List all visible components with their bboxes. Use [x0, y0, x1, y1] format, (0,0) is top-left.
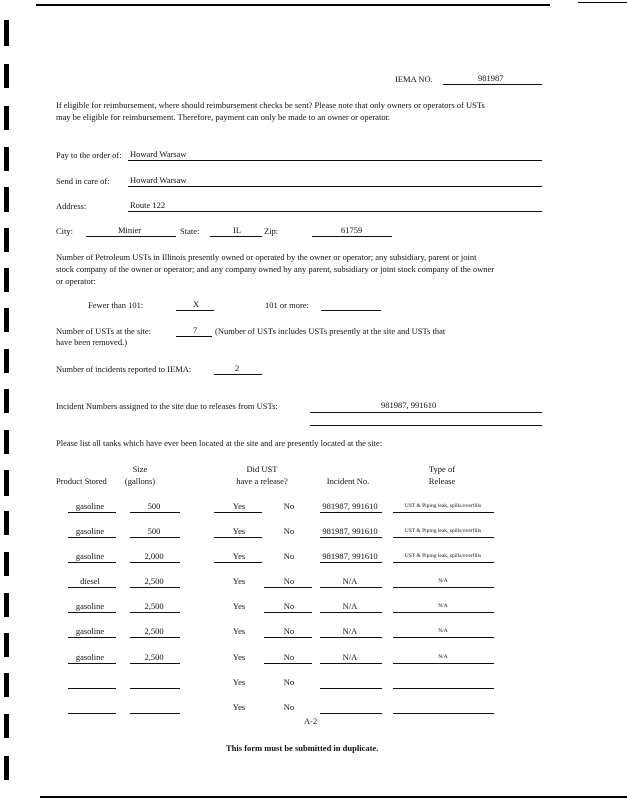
- release-no-underline: [264, 587, 312, 588]
- release-yes[interactable]: Yes: [232, 576, 246, 586]
- incident-no-cell-underline: [320, 688, 382, 689]
- release-yes[interactable]: Yes: [232, 526, 246, 536]
- iema-no-value: 981987: [478, 73, 504, 83]
- header-did-ust: Did UST: [246, 464, 278, 474]
- size-cell-underline: [130, 663, 180, 664]
- top-edge-line: [36, 4, 550, 6]
- product-cell-underline: [68, 612, 116, 613]
- size-cell-underline: [130, 688, 180, 689]
- reimbursement-intro: If eligible for reimbursement, where should reimbursement checks be sent? Please note that only owners or operators of USTs may be eligible for reimbursement. Therefore, payment can only be made to an owner or operator.: [56, 100, 485, 122]
- binding-mark: [4, 64, 9, 88]
- release-no[interactable]: No: [283, 526, 295, 536]
- size-cell-underline: [130, 537, 180, 538]
- header-have-release: have a release?: [236, 476, 288, 486]
- zip-value[interactable]: 61759: [341, 225, 363, 235]
- release-yes-underline: [214, 512, 262, 513]
- product-cell[interactable]: gasoline: [75, 551, 105, 561]
- incident-no-cell-underline: [320, 537, 382, 538]
- pay-to-underline: [128, 160, 542, 161]
- address-label: Address:: [56, 201, 87, 211]
- size-cell[interactable]: 2,500: [144, 626, 164, 636]
- size-cell-underline: [130, 637, 180, 638]
- product-cell-underline: [68, 713, 116, 714]
- product-cell-underline: [68, 587, 116, 588]
- state-underline: [210, 236, 262, 237]
- size-cell[interactable]: 500: [147, 501, 161, 511]
- release-type-cell[interactable]: N/A: [438, 603, 448, 609]
- binding-mark: [4, 106, 9, 130]
- header-size: Size: [132, 464, 148, 474]
- release-type-cell-underline: [393, 637, 494, 638]
- product-cell[interactable]: gasoline: [75, 601, 105, 611]
- binding-mark: [4, 228, 9, 252]
- release-no[interactable]: No: [283, 501, 295, 511]
- 101-or-more-underline: [321, 310, 381, 311]
- release-type-cell-underline: [393, 537, 494, 538]
- binding-mark: [4, 714, 9, 738]
- release-type-cell-underline: [393, 512, 494, 513]
- release-type-cell-underline: [393, 612, 494, 613]
- size-cell[interactable]: 2,500: [144, 652, 164, 662]
- incident-no-cell[interactable]: N/A: [342, 601, 358, 611]
- release-type-cell[interactable]: N/A: [438, 654, 448, 660]
- incident-no-cell[interactable]: N/A: [342, 652, 358, 662]
- binding-mark: [4, 593, 9, 617]
- top-right-edge-line: [578, 2, 627, 3]
- binding-mark: [4, 389, 9, 413]
- release-type-cell[interactable]: N/A: [438, 578, 448, 584]
- incident-numbers-value[interactable]: 981987, 991610: [381, 400, 437, 410]
- incident-numbers-label: Incident Numbers assigned to the site due to releases from USTs:: [56, 401, 278, 411]
- release-yes-underline: [214, 562, 262, 563]
- size-cell-underline: [130, 612, 180, 613]
- release-yes[interactable]: Yes: [232, 652, 246, 662]
- product-cell-underline: [68, 637, 116, 638]
- care-of-label: Send in care of:: [56, 176, 110, 186]
- binding-mark: [4, 349, 9, 373]
- release-no-underline: [264, 637, 312, 638]
- product-cell-underline: [68, 663, 116, 664]
- release-type-cell[interactable]: UST & Piping leak, spills/overfills: [404, 553, 482, 559]
- binding-mark: [4, 20, 9, 46]
- pay-to-value[interactable]: Howard Warsaw: [130, 149, 187, 159]
- release-no[interactable]: No: [283, 551, 295, 561]
- incident-no-cell-underline: [320, 713, 382, 714]
- release-type-cell[interactable]: N/A: [438, 628, 448, 634]
- incident-no-cell[interactable]: N/A: [342, 626, 358, 636]
- size-cell-underline: [130, 587, 180, 588]
- incidents-reported-value[interactable]: 2: [235, 363, 240, 373]
- binding-mark: [4, 430, 9, 454]
- release-no-underline: [264, 612, 312, 613]
- product-cell[interactable]: gasoline: [75, 526, 105, 536]
- incident-no-cell[interactable]: 981987, 991610: [322, 501, 378, 511]
- state-value[interactable]: IL: [233, 225, 242, 235]
- state-label: State:: [180, 226, 200, 236]
- size-cell[interactable]: 2,500: [144, 601, 164, 611]
- city-value[interactable]: Minier: [118, 225, 142, 235]
- incident-no-cell-underline: [320, 587, 382, 588]
- release-type-cell-underline: [393, 688, 494, 689]
- release-no-underline: [264, 663, 312, 664]
- binding-mark: [4, 511, 9, 535]
- zip-label: Zip:: [264, 226, 279, 236]
- iema-no-label: IEMA NO.: [395, 74, 433, 84]
- incident-no-cell[interactable]: 981987, 991610: [322, 526, 378, 536]
- release-yes[interactable]: Yes: [232, 677, 246, 687]
- binding-mark: [4, 633, 9, 657]
- release-type-cell-underline: [393, 713, 494, 714]
- release-type-cell[interactable]: UST & Piping leak, spills/overfills: [404, 503, 482, 509]
- binding-mark: [4, 552, 9, 576]
- usts-at-site-note-continued: have been removed.): [56, 337, 128, 347]
- binding-mark: [4, 308, 9, 332]
- header-gallons: (gallons): [124, 476, 156, 486]
- binding-mark: [4, 673, 9, 697]
- product-cell-underline: [68, 537, 116, 538]
- product-cell[interactable]: gasoline: [75, 652, 105, 662]
- pay-to-label: Pay to the order of:: [56, 150, 122, 160]
- release-no[interactable]: No: [283, 626, 295, 636]
- size-cell[interactable]: 2,000: [144, 551, 164, 561]
- binding-mark: [4, 268, 9, 292]
- care-of-underline: [128, 186, 542, 187]
- incident-no-cell-underline: [320, 637, 382, 638]
- size-cell-underline: [130, 512, 180, 513]
- binding-mark: [4, 756, 9, 780]
- tanks-intro: Please list all tanks which have ever been located at the site and are presently located at the site:: [56, 438, 383, 448]
- release-no[interactable]: No: [283, 652, 295, 662]
- header-product-stored: Product Stored: [56, 476, 107, 486]
- size-cell-underline: [130, 713, 180, 714]
- size-cell-underline: [130, 562, 180, 563]
- incident-no-cell-underline: [320, 512, 382, 513]
- header-incident-no: Incident No.: [326, 476, 370, 486]
- binding-mark: [4, 470, 9, 496]
- release-no[interactable]: No: [283, 601, 295, 611]
- incidents-reported-label: Number of incidents reported to IEMA:: [56, 364, 192, 374]
- address-value[interactable]: Route 122: [130, 200, 166, 210]
- release-type-cell-underline: [393, 587, 494, 588]
- release-type-cell-underline: [393, 562, 494, 563]
- product-cell[interactable]: diesel: [80, 576, 100, 586]
- incident-no-cell-underline: [320, 663, 382, 664]
- binding-mark: [4, 147, 9, 171]
- product-cell[interactable]: gasoline: [75, 501, 105, 511]
- product-cell[interactable]: gasoline: [75, 626, 105, 636]
- release-no[interactable]: No: [283, 576, 295, 586]
- header-release: Release: [428, 476, 456, 486]
- city-label: City:: [56, 226, 74, 236]
- release-yes-underline: [214, 537, 262, 538]
- fewer-than-101-underline: [176, 310, 214, 311]
- release-type-cell-underline: [393, 663, 494, 664]
- address-underline: [128, 211, 542, 212]
- incident-no-cell[interactable]: 981987, 991610: [322, 551, 378, 561]
- size-cell[interactable]: 500: [147, 526, 161, 536]
- city-underline: [86, 236, 176, 237]
- ust-count-question: Number of Petroleum USTs in Illinois presently owned or operated by the owner or operator; any subsidiary, parent or joint stock company of the owner or operator; and any company owned by any parent, subsidiary or joint stock company of the owner or operator:: [56, 252, 495, 286]
- incident-numbers-second-line: [310, 425, 542, 426]
- 101-or-more-label: 101 or more:: [265, 300, 309, 310]
- incident-no-cell-underline: [320, 612, 382, 613]
- fewer-than-101-label: Fewer than 101:: [88, 300, 144, 310]
- iema-no-underline: [443, 84, 542, 85]
- incident-no-cell-underline: [320, 562, 382, 563]
- binding-mark: [4, 187, 9, 212]
- duplicate-note: This form must be submitted in duplicate.: [226, 743, 379, 753]
- product-cell-underline: [68, 512, 116, 513]
- release-yes[interactable]: Yes: [232, 702, 246, 712]
- usts-at-site-label: Number of USTs at the site:: [56, 326, 152, 336]
- header-type-of: Type of: [428, 464, 456, 474]
- size-cell[interactable]: 2,500: [144, 576, 164, 586]
- fewer-than-101-value[interactable]: X: [193, 299, 200, 309]
- product-cell-underline: [68, 688, 116, 689]
- release-yes[interactable]: Yes: [232, 601, 246, 611]
- care-of-value[interactable]: Howard Warsaw: [130, 175, 187, 185]
- release-no[interactable]: No: [283, 677, 295, 687]
- zip-underline: [312, 236, 392, 237]
- usts-at-site-note: (Number of USTs includes USTs presently at the site and USTs that: [215, 326, 446, 336]
- incidents-reported-underline: [214, 374, 262, 375]
- page-number: A-2: [304, 716, 318, 726]
- incident-numbers-underline: [310, 412, 542, 413]
- release-yes[interactable]: Yes: [232, 501, 246, 511]
- release-type-cell[interactable]: UST & Piping leak, spills/overfills: [404, 528, 482, 534]
- release-yes[interactable]: Yes: [232, 626, 246, 636]
- usts-at-site-underline: [176, 336, 212, 337]
- release-yes[interactable]: Yes: [232, 551, 246, 561]
- incident-no-cell[interactable]: N/A: [342, 576, 358, 586]
- usts-at-site-value[interactable]: 7: [193, 325, 198, 335]
- bottom-edge-line: [40, 796, 627, 798]
- release-no[interactable]: No: [283, 702, 295, 712]
- product-cell-underline: [68, 562, 116, 563]
